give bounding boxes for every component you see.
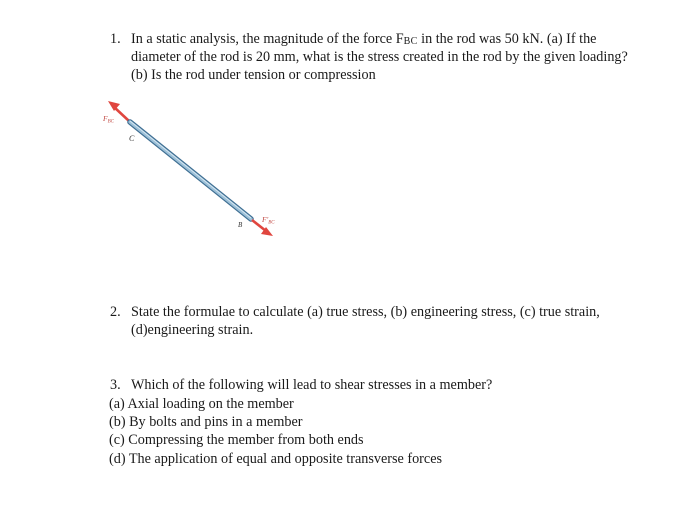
option-a: (a) Axial loading on the member <box>109 396 294 412</box>
question-2-number: 2. <box>110 304 121 320</box>
option-c: (c) Compressing the member from both ends <box>109 432 364 448</box>
option-b: (b) By bolts and pins in a member <box>109 414 303 430</box>
rod-bc <box>130 121 251 219</box>
question-1-line-1-pre: In a static analysis, the magnitude of the force F <box>131 31 404 47</box>
question-1-line-3: (b) Is the rod under tension or compression <box>131 67 376 83</box>
option-d: (d) The application of equal and opposite transverse forces <box>109 451 443 467</box>
label-point-c: C <box>129 134 135 143</box>
label-force-top-sub: BC <box>107 119 114 125</box>
label-force-bottom-sub: BC <box>268 220 275 226</box>
question-2-line-2: (d)engineering strain. <box>131 322 254 338</box>
question-1-line-1-post: in the rod was 50 kN. (a) If the <box>417 31 597 47</box>
label-point-b: B <box>238 221 243 229</box>
label-force-top: $F_{BC}$ <box>103 114 114 125</box>
question-1-line-2: diameter of the rod is 20 mm, what is the stress created in the rod by the given loading? <box>131 49 628 65</box>
label-force-bottom: $F'_{BC}$ <box>262 215 275 226</box>
force-arrow-top <box>108 101 129 121</box>
question-3-text: Which of the following will lead to shear stresses in a member? <box>131 377 493 393</box>
force-subscript: BC <box>403 36 418 47</box>
question-1-number: 1. <box>110 31 121 47</box>
question-3-number: 3. <box>110 377 121 393</box>
question-2-line-1: State the formulae to calculate (a) true stress, (b) engineering stress, (c) true strain, <box>131 304 600 320</box>
